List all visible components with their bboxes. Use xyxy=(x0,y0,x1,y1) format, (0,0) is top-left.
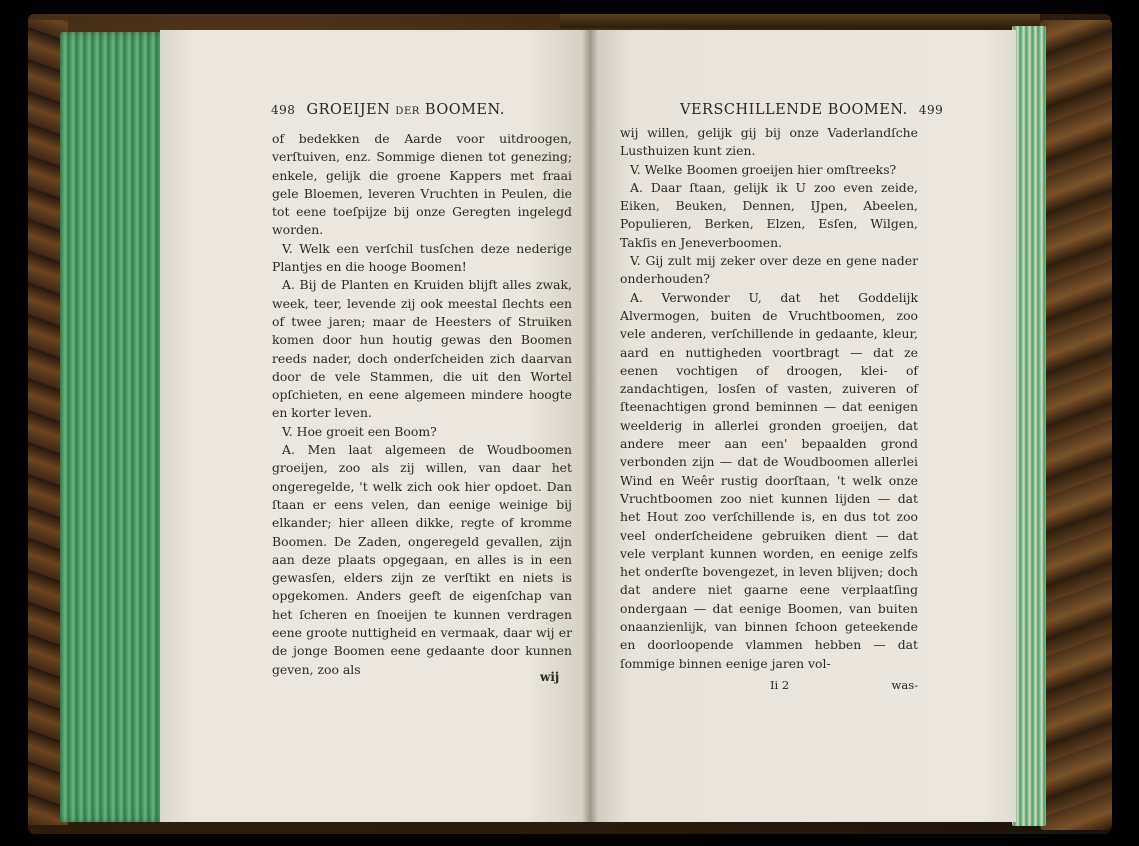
cover-top-edge xyxy=(560,14,1040,28)
left-paragraph: of bedekken de Aarde voor uitdroogen, verſtuiven, enz. Sommige dienen tot genezing; enkele, gelijk die groene Kappers met fraai gele Bloemen, leveren Vruchten in Peulen, die tot eene toeſpijze bij onze Geregten ingelegd worden. xyxy=(272,131,572,238)
right-page-number: 499 xyxy=(918,103,944,117)
left-running-head xyxy=(265,102,565,130)
page-block-edge-right xyxy=(1012,26,1046,826)
left-catchword: wij xyxy=(540,670,560,684)
right-paragraph: A. Verwonder U, dat het Goddelijk Alvermogen, buiten de Vruchtboomen, zoo vele anderen, verſchillende in gedaante, kleur, aard en nuttigheden voortbragt — dat ze eenen vochtigen of droogen, klei- of zandachtigen, losſen of vasten, zuiveren of ſteenachtigen grond beminnen — dat eenigen weelderig in allerlei gronden groeijen, dat andere meer aan een' bepaalden grond verbonden zijn — dat de Woudboomen allerlei Wind en Weêr rustig doorſtaan, 't welk onze Vruchtboomen zoo niet kunnen lijden — dat het Hout zoo verſchillende is, en dus tot zoo veel onderſcheidene gebruiken dient — dat vele verplant kunnen worden, en eenige zelfs het onderſte bovengezet, in leven blijven; doch dat andere niet gaarne eene verplaatſing ondergaan — dat eenige Boomen, van buiten onaanzienlijk, van binnen ſchoon geteekende en doorloopende vlammen hebben — dat ſommige binnen eenige jaren vol- xyxy=(620,289,918,671)
signature-mark: Ii 2 xyxy=(770,678,790,692)
book-gutter xyxy=(582,30,598,822)
left-paragraph: V. Hoe groeit een Boom? xyxy=(282,423,437,439)
right-page xyxy=(590,30,1016,822)
left-body-text xyxy=(272,130,572,679)
left-paragraph: V. Welk een verſchil tusſchen deze nederige Plantjes en die hooge Boomen! xyxy=(272,240,572,275)
left-head-end: BOOMEN. xyxy=(424,102,505,118)
right-body-text xyxy=(620,124,918,673)
right-catchword: was- xyxy=(891,678,918,692)
page-block-edge-left xyxy=(60,32,168,822)
left-paragraph: A. Bij de Planten en Kruiden blijft alles zwak, week, teer, levende zij ook meestal ſlechts een of twee jaren; maar de Heesters of Struiken komen door hun houtig gewas den Boomen reeds nader, doch onderſcheiden zich daarvan door de vele Stammen, die uit den Wortel opſchieten, en eene algemeen mindere hoogte en korter leven. xyxy=(272,277,572,421)
right-head-title: VERSCHILLENDE BOOMEN. xyxy=(680,102,908,118)
left-head-small: DER xyxy=(395,106,420,117)
left-paragraph: A. Men laat algemeen de Woudboomen groeijen, zoo als zij willen, van daar het ongeregelde, 't welk zich ook hier opdoet. Dan ſtaan er eens velen, dan eenige weinige bij elkander; hier alleen dikke, regte of kromme Boomen. De Zaden, ongeregeld gevallen, zijn aan deze plaats opgegaan, en alles is in een gewasſen, elders zijn ze verſtikt en niets is opgekomen. Anders geeft de eigenſchap van het ſcheren en ſnoeijen te kunnen verdragen eene groote nuttigheid en vermaak, daar wij er de jonge Boomen eene gedaante door kunnen geven, zoo als xyxy=(272,442,572,677)
left-page-number: 498 xyxy=(271,103,296,117)
left-page xyxy=(160,30,590,822)
left-head-main: GROEIJEN xyxy=(306,102,391,118)
right-paragraph: wij willen, gelijk gij bij onze Vaderlandſche Lusthuizen kunt zien. xyxy=(620,125,918,159)
right-paragraph: V. Welke Boomen groeijen hier omſtreeks? xyxy=(630,161,897,177)
right-paragraph: A. Daar ſtaan, gelijk ik U zoo even zeide, Eiken, Beuken, Dennen, IJpen, Abeelen, Populieren, Berken, Elzen, Esſen, Wilgen, Takſis en Jeneverboomen. xyxy=(620,179,918,250)
cover-marbled-right xyxy=(1040,20,1112,830)
right-paragraph: V. Gij zult mij zeker over deze en gene nader onderhouden? xyxy=(620,253,918,287)
